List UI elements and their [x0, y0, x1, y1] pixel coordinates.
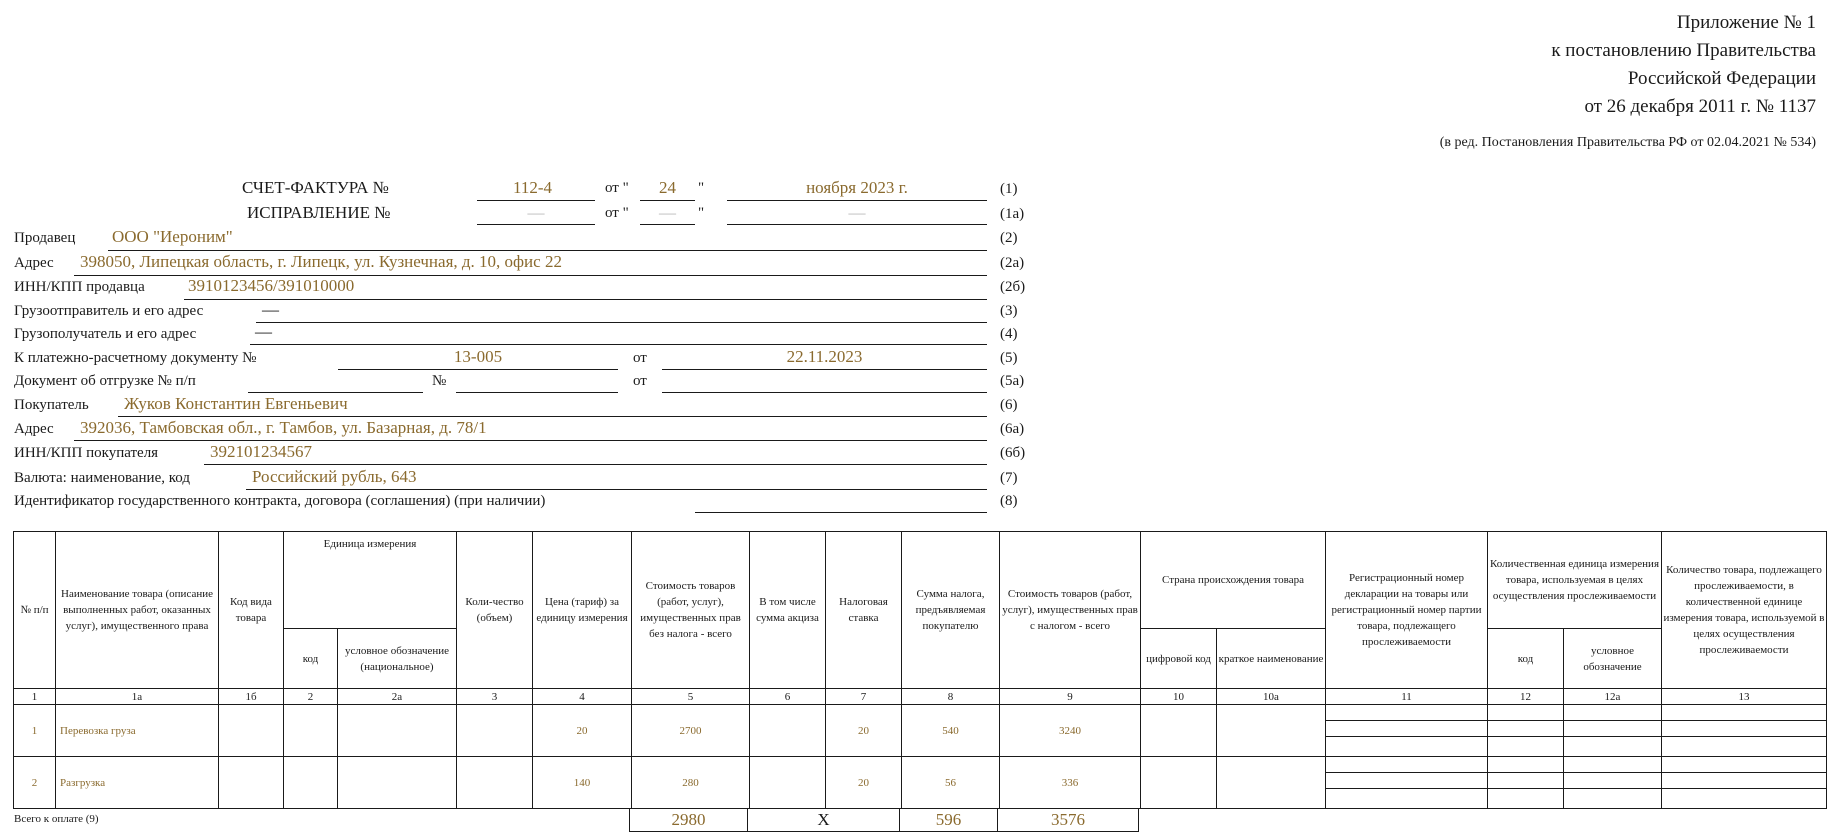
th-unit-name: условное обозначение (национальное): [338, 629, 457, 689]
invoice-number: 112-4: [512, 178, 553, 197]
shipper-line: [256, 322, 987, 323]
row-name: Перевозка груза: [56, 705, 219, 757]
payment-doc-date: 22.11.2023: [786, 347, 863, 366]
correction-number: —: [527, 203, 545, 222]
correction-number-line: [477, 224, 595, 225]
correction-date-line: [727, 224, 987, 225]
col-index: 6: [750, 689, 826, 705]
total-cost-with-tax: 3576: [998, 809, 1139, 832]
row-tax-rate: 20: [826, 757, 902, 809]
row-country-name: [1217, 705, 1326, 757]
row-qty: [457, 757, 533, 809]
th-tax-sum: Сумма налога, предъявляемая покупателю: [902, 532, 1000, 689]
row-num: 1: [14, 705, 56, 757]
th-trace-qty: Количество товара, подлежащего прослеживаемости, в количественной единице измерения товара, используемой в целях осуществления прослеживаемости: [1662, 532, 1827, 689]
invoice-number-line: [477, 200, 595, 201]
correction-from-label: от ": [605, 205, 629, 221]
th-country: Страна происхождения товара: [1141, 532, 1326, 629]
th-name: Наименование товара (описание выполненных работ, оказанных услуг), имущественного права: [56, 532, 219, 689]
seller-label: Продавец: [14, 230, 76, 246]
row-tax-sum: 56: [902, 757, 1000, 809]
total-tax-sum: 596: [900, 809, 998, 832]
code-5a: (5а): [1000, 373, 1025, 389]
th-tax-rate: Налоговая ставка: [826, 532, 902, 689]
invoice-title: СЧЕТ-ФАКТУРА №: [242, 178, 389, 197]
row-tax-rate: 20: [826, 705, 902, 757]
invoice-day-line: [640, 200, 695, 201]
invoice-day: 24: [659, 178, 676, 197]
row-trace-unit-code: [1488, 705, 1564, 757]
th-country-name: краткое наименование: [1217, 629, 1326, 689]
code-1: (1): [1000, 181, 1018, 197]
seller-inn-label: ИНН/КПП продавца: [14, 279, 145, 295]
col-index: 4: [533, 689, 632, 705]
seller-inn-line: [184, 299, 987, 300]
table-header-row: [14, 532, 1827, 629]
row-cost-wo-tax: 2700: [632, 705, 750, 757]
row-country-code: [1141, 705, 1217, 757]
row-unit-code: [284, 705, 338, 757]
code-7: (7): [1000, 470, 1018, 486]
row-qty: [457, 705, 533, 757]
row-trace-unit-name: [1564, 705, 1662, 757]
code-6a: (6а): [1000, 421, 1025, 437]
col-index: 1: [14, 689, 56, 705]
seller-line: [108, 250, 987, 251]
currency-label: Валюта: наименование, код: [14, 470, 190, 486]
col-index: 10а: [1217, 689, 1326, 705]
row-cost-wo-tax: 280: [632, 757, 750, 809]
th-cost-with-tax: Стоимость товаров (работ, услуг), имущественных прав с налогом - всего: [1000, 532, 1141, 689]
buyer-address-value: 392036, Тамбовская обл., г. Тамбов, ул. Базарная, д. 78/1: [80, 418, 487, 437]
code-6b: (6б): [1000, 445, 1026, 461]
consignee-line: [250, 344, 987, 345]
th-trace-unit-code: код: [1488, 629, 1564, 689]
col-index: 3: [457, 689, 533, 705]
th-reg-number: Регистрационный номер декларации на товары или регистрационный номер партии товара, подлежащего прослеживаемости: [1326, 532, 1488, 689]
code-2: (2): [1000, 230, 1018, 246]
shipper-label: Грузоотправитель и его адрес: [14, 303, 204, 319]
shipping-doc-date-line: [662, 392, 987, 393]
row-cost-with-tax: 3240: [1000, 705, 1141, 757]
th-qty: Коли-чество (объем): [457, 532, 533, 689]
payment-doc-from-label: от: [633, 350, 647, 366]
invoice-from-label: от ": [605, 180, 629, 196]
row-kind-code: [219, 757, 284, 809]
th-cost-wo-tax: Стоимость товаров (работ, услуг), имущественных прав без налога - всего: [632, 532, 750, 689]
col-index: 11: [1326, 689, 1488, 705]
invoice-date-line: [727, 200, 987, 201]
edition-note: (в ред. Постановления Правительства РФ от 02.04.2021 № 534): [1439, 135, 1816, 150]
buyer-inn-label: ИНН/КПП покупателя: [14, 445, 159, 461]
invoice-month-year: ноября 2023 г.: [806, 178, 908, 197]
row-excise: [750, 705, 826, 757]
buyer-address-line: [74, 440, 987, 441]
row-kind-code: [219, 705, 284, 757]
code-5: (5): [1000, 350, 1018, 366]
col-index: 5: [632, 689, 750, 705]
payment-doc-number: 13-005: [453, 347, 503, 366]
buyer-label: Покупатель: [14, 397, 89, 413]
payment-doc-date-line: [662, 369, 987, 370]
row-price: 140: [533, 757, 632, 809]
contract-id-label: Идентификатор государственного контракта, договора (соглашения) (при наличии): [14, 493, 546, 509]
code-8: (8): [1000, 493, 1018, 509]
column-index-row: [14, 689, 1827, 705]
total-label: Всего к оплате (9): [14, 813, 99, 825]
col-index: 1б: [219, 689, 284, 705]
table-row: [14, 705, 1827, 757]
buyer-address-label: Адрес: [14, 421, 54, 437]
col-index: 13: [1662, 689, 1827, 705]
correction-day-line: [640, 224, 695, 225]
col-index: 2: [284, 689, 338, 705]
code-4: (4): [1000, 326, 1018, 342]
total-cost-wo-tax: 2980: [630, 809, 748, 832]
correction-date: —: [848, 203, 866, 222]
row-trace-qty: [1662, 757, 1827, 809]
appendix-block: [1551, 9, 1816, 121]
th-num: № п/п: [14, 532, 56, 689]
consignee-value: —: [255, 322, 272, 341]
total-table: [629, 808, 1139, 832]
code-2a: (2а): [1000, 255, 1025, 271]
shipping-doc-pp-line: [248, 392, 423, 393]
appendix-line-2: к постановлению Правительства: [1551, 40, 1816, 61]
col-index: 12а: [1564, 689, 1662, 705]
th-trace-unit: Количественная единица измерения товара, используемая в целях осуществления прослеживаемости: [1488, 532, 1662, 629]
col-index: 2а: [338, 689, 457, 705]
th-price: Цена (тариф) за единицу измерения: [533, 532, 632, 689]
shipping-doc-label: Документ об отгрузке № п/п: [14, 373, 196, 389]
appendix-line-3: Российской Федерации: [1627, 68, 1816, 89]
currency-value: Российский рубль, 643: [252, 467, 417, 486]
row-unit-name: [338, 705, 457, 757]
contract-id-line: [695, 512, 987, 513]
th-unit: Единица измерения: [284, 532, 457, 629]
correction-quote-close: ": [698, 205, 705, 221]
row-num: 2: [14, 757, 56, 809]
row-cost-with-tax: 336: [1000, 757, 1141, 809]
code-2b: (2б): [1000, 279, 1026, 295]
buyer-value: Жуков Константин Евгеньевич: [124, 394, 348, 413]
row-country-name: [1217, 757, 1326, 809]
payment-doc-number-line: [338, 369, 618, 370]
col-index: 1а: [56, 689, 219, 705]
th-unit-code: код: [284, 629, 338, 689]
row-trace-qty: [1662, 705, 1827, 757]
row-price: 20: [533, 705, 632, 757]
col-index: 8: [902, 689, 1000, 705]
col-index: 12: [1488, 689, 1564, 705]
shipper-value: —: [262, 300, 279, 319]
seller-address-value: 398050, Липецкая область, г. Липецк, ул. Кузнечная, д. 10, офис 22: [80, 252, 562, 271]
row-reg-number: [1326, 757, 1488, 809]
th-kind-code: Код вида товара: [219, 532, 284, 689]
appendix-line-4: от 26 декабря 2011 г. № 1137: [1584, 96, 1816, 117]
seller-value: ООО "Иероним": [112, 227, 233, 246]
row-trace-unit-code: [1488, 757, 1564, 809]
th-excise: В том числе сумма акциза: [750, 532, 826, 689]
code-3: (3): [1000, 303, 1018, 319]
correction-day: —: [659, 203, 676, 222]
code-1a: (1а): [1000, 206, 1025, 222]
total-excise: Х: [748, 809, 900, 832]
row-excise: [750, 757, 826, 809]
col-index: 9: [1000, 689, 1141, 705]
row-reg-number: [1326, 705, 1488, 757]
row-name: Разгрузка: [56, 757, 219, 809]
col-index: 10: [1141, 689, 1217, 705]
buyer-inn-line: [204, 464, 987, 465]
seller-address-label: Адрес: [14, 255, 54, 271]
shipping-doc-number-line: [456, 392, 618, 393]
th-trace-unit-name: условное обозначение: [1564, 629, 1662, 689]
buyer-line: [118, 416, 987, 417]
shipping-doc-no-label: №: [432, 373, 447, 389]
seller-inn-value: 3910123456/391010000: [188, 276, 355, 295]
correction-title: ИСПРАВЛЕНИЕ №: [247, 203, 391, 222]
col-index: 7: [826, 689, 902, 705]
consignee-label: Грузополучатель и его адрес: [14, 326, 197, 342]
table-row: [14, 757, 1827, 809]
row-country-code: [1141, 757, 1217, 809]
invoice-quote-close: ": [698, 180, 705, 196]
code-6: (6): [1000, 397, 1018, 413]
appendix-line-1: Приложение № 1: [1676, 12, 1816, 33]
shipping-doc-from-label: от: [633, 373, 647, 389]
row-unit-name: [338, 757, 457, 809]
currency-line: [246, 489, 987, 490]
buyer-inn-value: 392101234567: [210, 442, 312, 461]
row-trace-unit-name: [1564, 757, 1662, 809]
row-tax-sum: 540: [902, 705, 1000, 757]
th-country-code: цифровой код: [1141, 629, 1217, 689]
payment-doc-label: К платежно-расчетному документу №: [14, 350, 257, 366]
invoice-table: [13, 531, 1827, 809]
row-unit-code: [284, 757, 338, 809]
